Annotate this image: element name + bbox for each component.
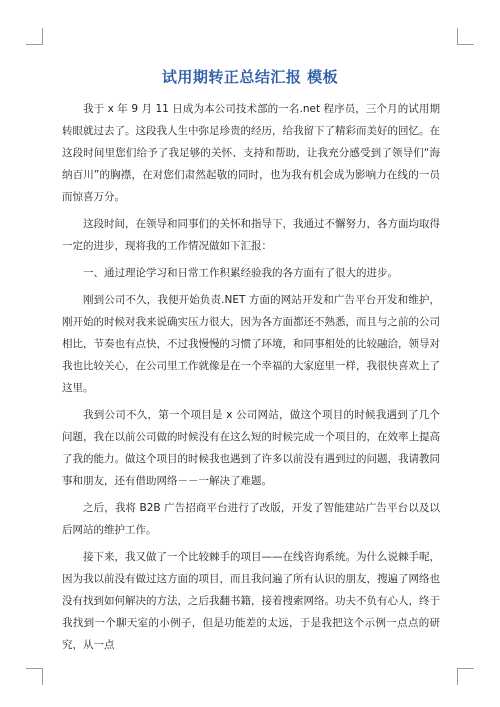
crop-mark-top-right bbox=[457, 28, 474, 45]
paragraph-section-heading: 一、通过理论学习和日常工作积累经验我的各方面有了很大的进步。 bbox=[83, 267, 398, 279]
crop-mark-top-left bbox=[26, 28, 43, 45]
paragraph-summary-lead: 这段时间，在领导和同事们的关怀和指导下，我通过不懈努力，各方面均取得一定的进步，现将我的工作情况做如下汇报： bbox=[62, 218, 440, 252]
crop-mark-bottom-right bbox=[457, 668, 474, 685]
document-title: 试用期转正总结汇报 模板 bbox=[161, 68, 339, 86]
document-body bbox=[62, 98, 440, 661]
paragraph-onboarding: 刚到公司不久，我便开始负责.NET 方面的网站开发和广告平台开发和维护，刚开始的时候对我来说确实压力很大，因为各方面都还不熟悉，而且与之前的公司相比，节奏也有点快，不过我慢慢的习惯了环境，和同事相处的比较融洽，领导对我也比较关心，在公司里工作就像是在一个幸福的大家庭里一样，我很快喜欢上了这里。 bbox=[62, 294, 440, 394]
paragraph-intro: 我于 x 年 9 月 11 日成为本公司技术部的一名.net 程序员，三个月的试用期转眼就过去了。这段我人生中弥足珍贵的经历，给我留下了精彩而美好的回忆。在这段时间里您们给予了我足够的关怀、支持和帮助，让我充分感受到了领导们“海纳百川”的胸襟，在对您们肃然起敬的同时，也为我有机会成为影响力在线的一员而惊喜万分。 bbox=[62, 103, 440, 203]
paragraph-chat-system: 接下来，我又做了一个比较棘手的项目——在线咨询系统。为什么说棘手呢，因为我以前没有做过这方面的项目，而且我问遍了所有认识的朋友，搜遍了网络也没有找到如何解决的方法，之后我翻书籍，接着搜索网络。功夫不负有心人，终于我找到一个聊天室的小例子，但是功能差的太远，于是我把这个示例一点点的研究，从一点 bbox=[62, 551, 440, 651]
paragraph-b2b-revamp: 之后，我将 B2B 广告招商平台进行了改版，开发了智能建站广告平台以及以后网站的维护工作。 bbox=[62, 502, 440, 536]
paragraph-first-project: 我到公司不久，第一个项目是 x 公司网站，做这个项目的时候我遇到了几个问题，我在以前公司做的时候没有在这么短的时候完成一个项目的，在效率上提高了我的能力。做这个项目的时候我也遇到了许多以前没有遇到过的问题，我请教同事和朋友，还有借助网络－－一解决了难题。 bbox=[62, 409, 440, 487]
crop-mark-bottom-left bbox=[26, 668, 43, 685]
